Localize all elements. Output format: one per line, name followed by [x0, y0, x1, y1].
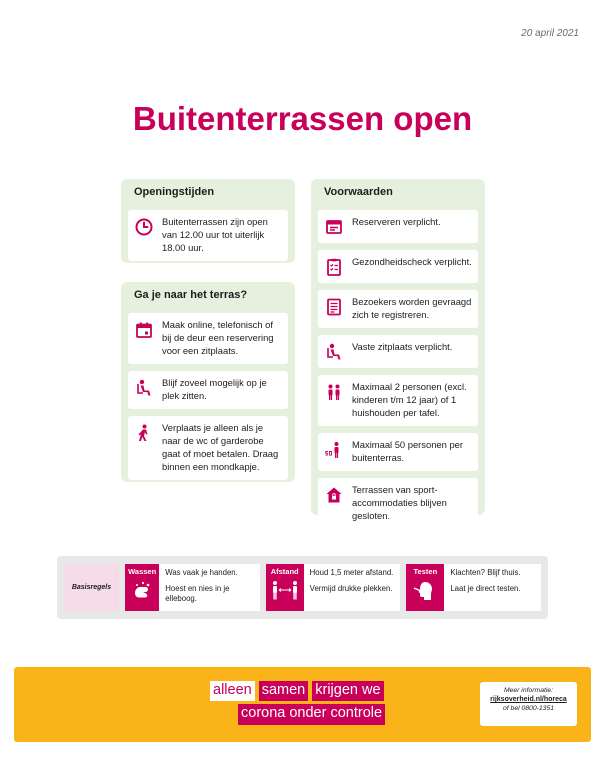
test-icon	[413, 579, 437, 603]
list-item	[128, 416, 288, 480]
item-text: Maak online, telefonisch of bij de deur een reservering voor een zitplaats.	[162, 319, 274, 356]
house-lock-icon	[324, 485, 344, 505]
rule-line: Vermijd drukke plekken.	[309, 584, 393, 594]
rule-text	[304, 564, 400, 611]
slogan-line: corona onder controle	[238, 704, 385, 724]
rule-line: Laat je direct testen.	[450, 584, 521, 594]
campaign-footer	[14, 667, 591, 742]
rule-wassen	[125, 564, 260, 611]
item-text: Blijf zoveel mogelijk op je plek zitten.	[162, 376, 267, 401]
page-title: Buitenterrassen open	[132, 100, 473, 137]
list-item	[318, 478, 478, 529]
item-text: Reserveren verplicht.	[352, 216, 441, 227]
item-text: Buitenterrassen zijn open van 12.00 uur tot uiterlijk 18.00 uur.	[162, 216, 268, 253]
item-text: Vaste zitplaats verplicht.	[352, 340, 453, 352]
item-text: Maximaal 2 personen (excl. kinderen t/m 12 jaar) of 1 huishouden per tafel.	[352, 380, 467, 418]
distance-icon	[270, 579, 300, 603]
rule-label: Wassen	[128, 567, 157, 576]
campaign-slogan	[210, 681, 385, 728]
slogan-word: krijgen we	[312, 681, 383, 701]
item-text: Maximaal 50 personen per buitenterras.	[352, 438, 463, 463]
panel-terras	[121, 282, 295, 482]
document-date: 20 april 2021	[521, 28, 579, 39]
item-text: Terrassen van sport-accommodaties blijven gesloten.	[352, 483, 447, 521]
rule-header	[406, 564, 444, 611]
rule-line: Klachten? Blijf thuis.	[450, 568, 521, 577]
list-item	[318, 290, 478, 328]
info-box	[480, 682, 577, 726]
rule-label: Testen	[413, 567, 438, 576]
info-link[interactable]: rijksoverheid.nl/horeca	[490, 696, 567, 703]
rule-afstand	[266, 564, 401, 611]
walking-person-icon	[134, 423, 154, 443]
list-item	[128, 313, 288, 364]
two-persons-icon	[324, 382, 344, 402]
panel-heading: Ga je naar het terras?	[134, 289, 248, 301]
panel-heading: Openingstijden	[134, 186, 215, 198]
list-item	[318, 433, 478, 471]
rule-text	[444, 564, 526, 611]
register-icon	[324, 297, 344, 317]
item-text: Gezondheidscheck verplicht.	[352, 256, 472, 267]
panel-voorwaarden	[311, 179, 485, 521]
reservation-icon	[324, 217, 344, 237]
info-label: Meer informatie:	[503, 687, 554, 694]
slogan-word: samen	[259, 681, 309, 701]
rule-header	[266, 564, 304, 611]
seat-icon	[324, 342, 344, 362]
calendar-icon	[134, 320, 154, 340]
rule-text	[159, 564, 259, 611]
hand-wash-icon	[131, 579, 153, 603]
panel-heading: Voorwaarden	[324, 186, 393, 198]
panel-openingstijden	[121, 179, 295, 263]
fifty-persons-icon	[324, 440, 344, 460]
rule-label: Afstand	[270, 567, 299, 576]
basisregels-label: Basisregels	[64, 564, 119, 611]
basisregels-bar	[57, 556, 548, 619]
slogan-word: alleen	[210, 681, 255, 701]
rule-testen	[406, 564, 541, 611]
checklist-icon	[324, 257, 344, 277]
list-item	[318, 250, 478, 283]
list-item	[128, 371, 288, 409]
item-text: Verplaats je alleen als je naar de wc of garderobe gaat of moet betalen. Draag binnen een mondkapje.	[162, 421, 279, 472]
seated-person-icon	[134, 378, 154, 398]
list-item	[318, 210, 478, 243]
list-item	[318, 335, 478, 368]
rule-header	[125, 564, 159, 611]
item-text: Bezoekers worden gevraagd zich te registreren.	[352, 296, 472, 320]
info-phone: of bel 0800-1351	[502, 705, 555, 712]
rule-line: Was vaak je handen.	[165, 568, 238, 577]
clock-icon	[134, 217, 154, 237]
list-item	[318, 375, 478, 426]
rule-line: Hoest en nies in je elleboog.	[165, 584, 230, 604]
rule-line: Houd 1,5 meter afstand.	[309, 568, 394, 577]
list-item	[128, 210, 288, 261]
